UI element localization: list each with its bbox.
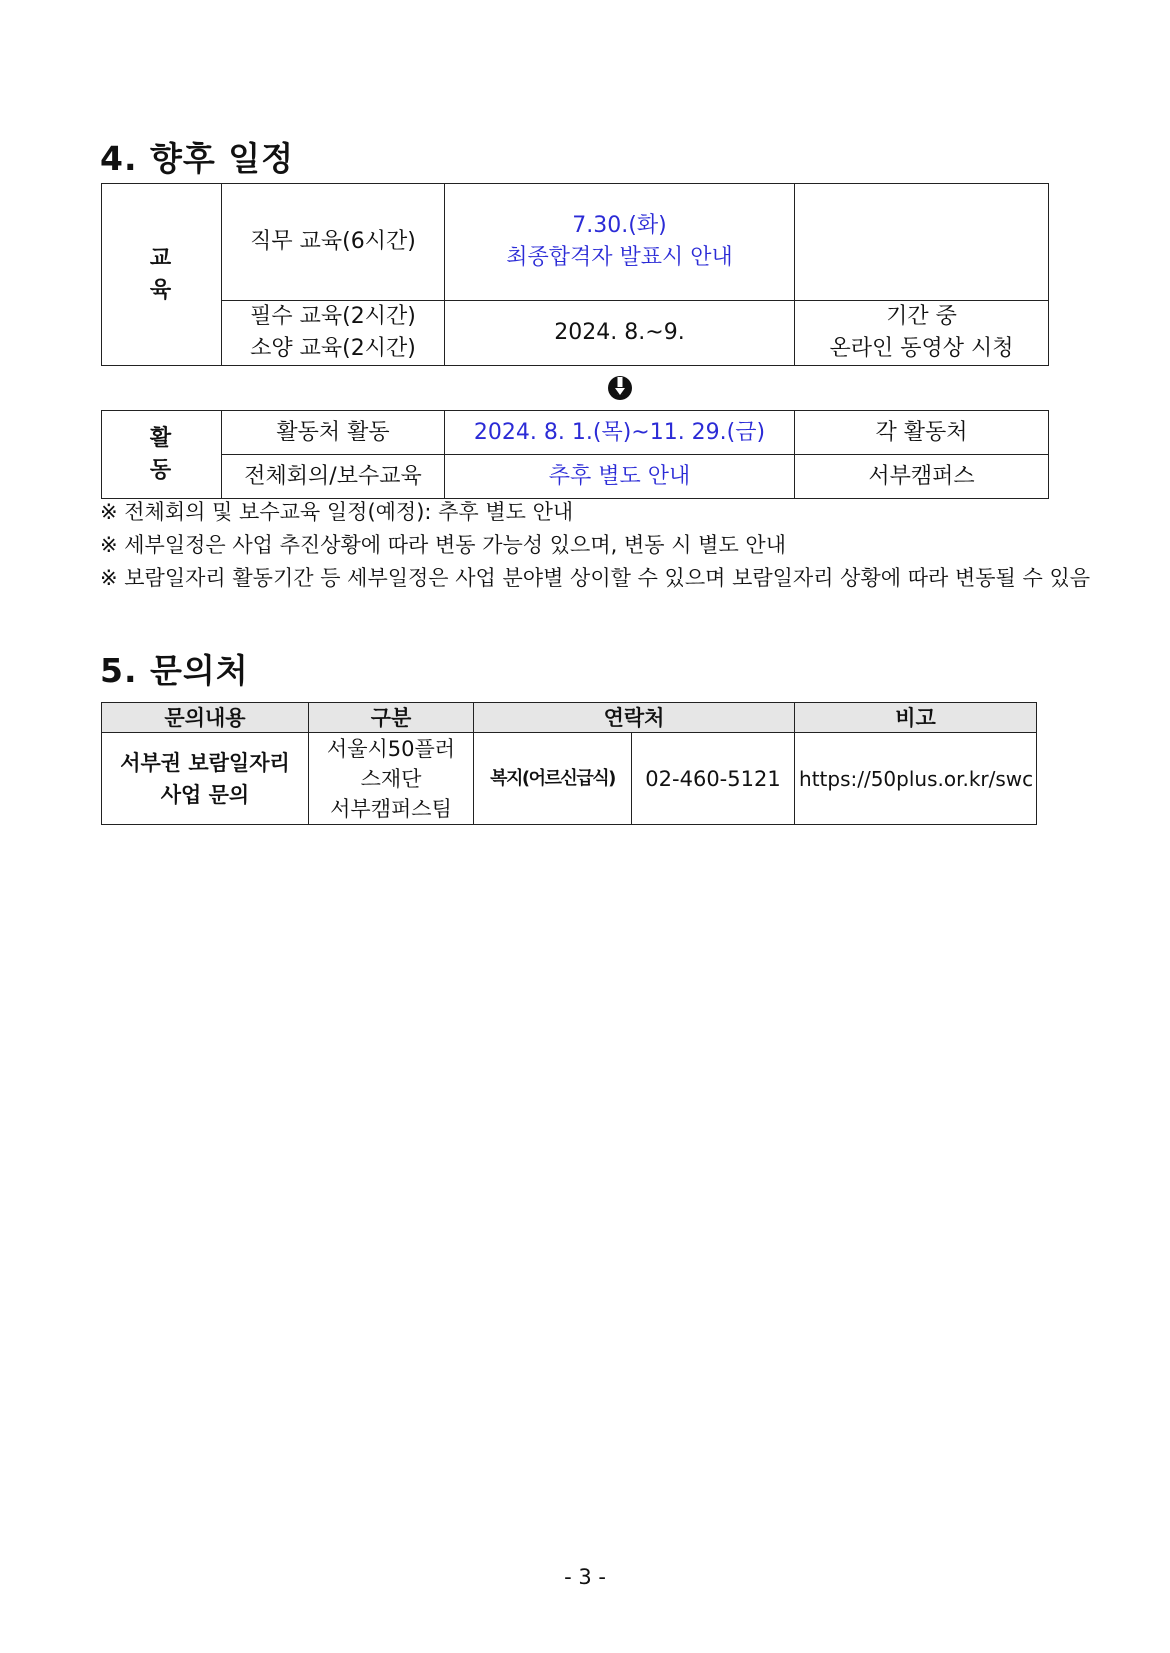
contact-org-line1: 서울시50플러 <box>326 736 456 761</box>
contact-url[interactable]: https://50plus.or.kr/swc <box>795 733 1037 825</box>
contact-phone: 02-460-5121 <box>632 733 795 825</box>
contact-content-line2: 사업 문의 <box>160 782 250 807</box>
activity-note: 각 활동처 <box>795 411 1049 455</box>
contact-org-line3: 서부캠퍼스팀 <box>330 796 452 821</box>
page-number: - 3 - <box>564 1565 606 1589</box>
education-note-2 <box>795 301 1049 366</box>
activity-name: 활동처 활동 <box>222 411 445 455</box>
contact-org <box>309 733 474 825</box>
table-row <box>102 733 1037 825</box>
education-note-2-line2: 온라인 동영상 시청 <box>829 336 1014 361</box>
table-row <box>102 184 1049 301</box>
activity-date-2: 추후 별도 안내 <box>445 455 795 499</box>
activity-note-2: 서부캠퍼스 <box>795 455 1049 499</box>
activity-label: 활 동 <box>102 411 222 499</box>
contact-org-line2: 스재단 <box>360 766 422 791</box>
activity-name-2: 전체회의/보수교육 <box>222 455 445 499</box>
header-category: 구분 <box>309 703 474 733</box>
education-date-line1: 7.30.(화) <box>572 213 667 238</box>
note-line: ※ 세부일정은 사업 추진상황에 따라 변동 가능성 있으며, 변동 시 별도 안내 <box>100 533 786 557</box>
education-name-2-line1: 필수 교육(2시간) <box>250 304 416 329</box>
down-arrow-icon <box>606 374 634 402</box>
table-header-row <box>102 703 1037 733</box>
contact-content-line1: 서부권 보람일자리 <box>120 750 290 775</box>
education-date <box>445 184 795 301</box>
table-row <box>102 301 1049 366</box>
activity-schedule-table <box>101 410 1049 499</box>
education-schedule-table <box>101 183 1049 366</box>
education-name-2 <box>222 301 445 366</box>
section5-title: 5. 문의처 <box>100 651 249 690</box>
contact-content <box>102 733 309 825</box>
table-row <box>102 455 1049 499</box>
education-note-2-line1: 기간 중 <box>886 304 957 329</box>
header-remarks: 비고 <box>795 703 1037 733</box>
section4-title: 4. 향후 일정 <box>100 139 294 178</box>
contact-dept: 복지(어르신급식) <box>474 733 632 825</box>
note-line: ※ 보람일자리 활동기간 등 세부일정은 사업 분야별 상이할 수 있으며 보람일자리 상황에 따라 변동될 수 있음 <box>100 566 1091 590</box>
header-contact: 연락처 <box>474 703 795 733</box>
education-name: 직무 교육(6시간) <box>222 184 445 301</box>
education-date-line2: 최종합격자 발표시 안내 <box>506 245 733 270</box>
education-note <box>795 184 1049 301</box>
education-label: 교 육 <box>102 184 222 366</box>
header-content: 문의내용 <box>102 703 309 733</box>
schedule-notes <box>100 496 1090 595</box>
activity-date: 2024. 8. 1.(목)~11. 29.(금) <box>445 411 795 455</box>
education-date-2: 2024. 8.~9. <box>445 301 795 366</box>
table-row <box>102 411 1049 455</box>
contact-table <box>101 702 1037 825</box>
education-name-2-line2: 소양 교육(2시간) <box>250 336 416 361</box>
note-line: ※ 전체회의 및 보수교육 일정(예정): 추후 별도 안내 <box>100 500 574 524</box>
